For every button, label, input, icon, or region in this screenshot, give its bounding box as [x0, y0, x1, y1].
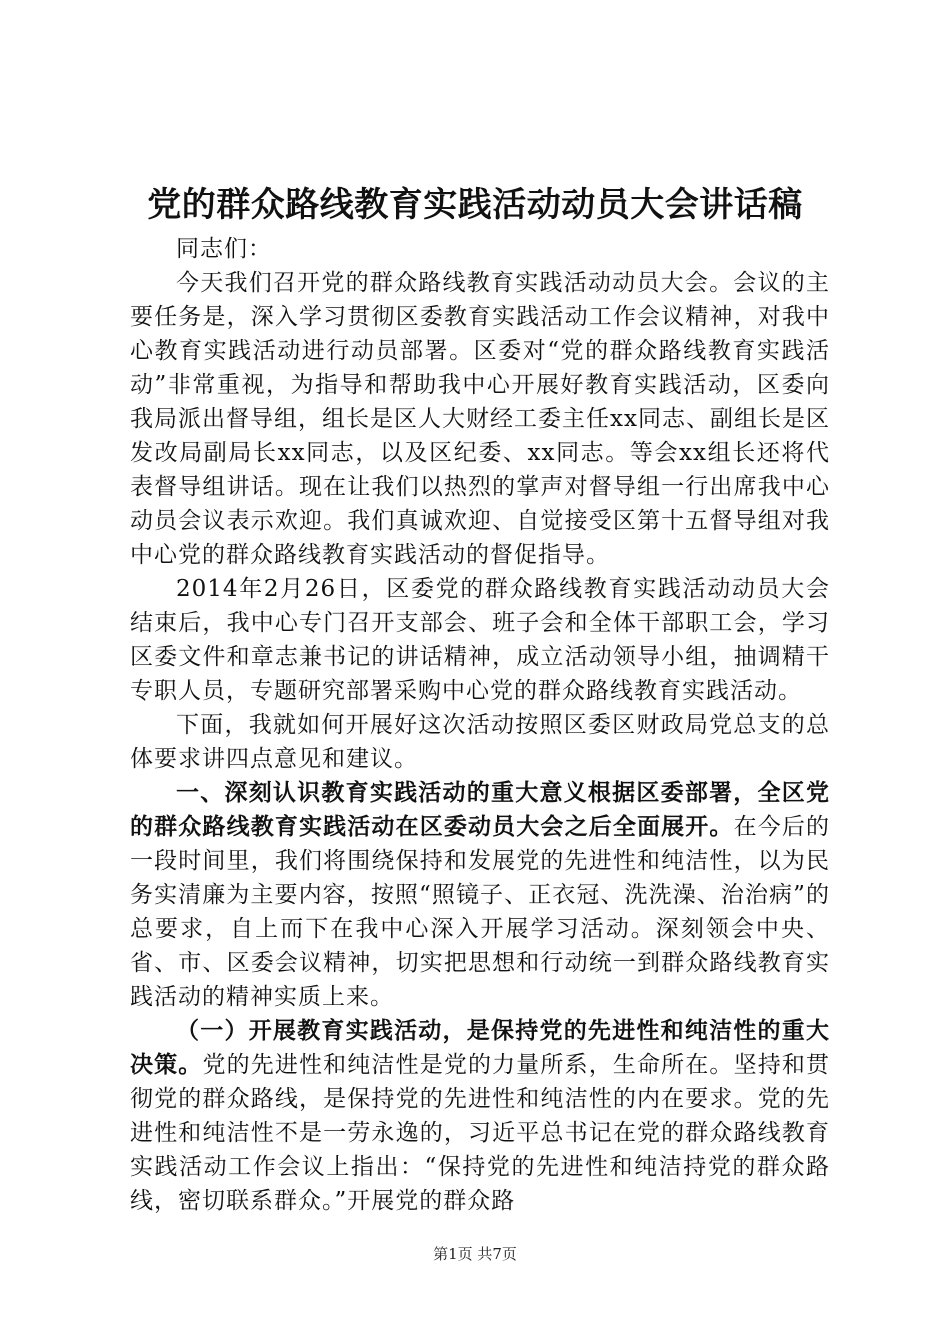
subsection-1-body: 党的先进性和纯洁性是党的力量所系，生命所在。坚持和贯彻党的群众路线，是保持党的先进性和纯洁性的内在要求。党的先进性和纯洁性不是一劳永逸的，习近平总书记在党的群众路线教育实践活动工作会议上指出：“保持党的先进性和纯洁持党的群众路线，密切联系群众。”开展党的群众路 [130, 1052, 831, 1214]
document-body [130, 232, 830, 1218]
paragraph-intro: 今天我们召开党的群众路线教育实践活动动员大会。会议的主要任务是，深入学习贯彻区委教育实践活动工作会议精神，对我中心教育实践活动进行动员部署。区委对“党的群众路线教育实践活动”非常重视，为指导和帮助我中心开展好教育实践活动，区委向我局派出督导组，组长是区人大财经工委主任xx同志、副组长是区发改局副局长xx同志，以及区纪委、xx同志。等会xx组长还将代表督导组讲话。现在让我们以热烈的掌声对督导组一行出席我中心动员会议表示欢迎。我们真诚欢迎、自觉接受区第十五督导组对我中心党的群众路线教育实践活动的督促指导。 [130, 270, 830, 568]
subsection-1 [130, 1014, 830, 1218]
section-1-body: 在今后的一段时间里，我们将围绕保持和发展党的先进性和纯洁性，以为民务实清廉为主要内容，按照“照镜子、正衣冠、洗洗澡、治治病”的总要求，自上而下在我中心深入开展学习活动。深刻领会中央、省、市、区委会议精神，切实把思想和行动统一到群众路线教育实践活动的精神实质上来。 [130, 814, 831, 1010]
section-1 [130, 776, 830, 1014]
subsection-1-heading: （一）开展教育实践活动，是保持党的先进性和纯洁性的重大决策。 [130, 1018, 830, 1078]
salutation: 同志们： [176, 236, 272, 262]
section-1-heading: 一、深刻认识教育实践活动的重大意义根据区委部署，全区党的群众路线教育实践活动在区委动员大会之后全面展开。 [130, 780, 830, 840]
page-footer: 第1页 共7页 [433, 1245, 517, 1263]
paragraph-transition: 下面，我就如何开展好这次活动按照区委区财政局党总支的总体要求讲四点意见和建议。 [130, 712, 830, 772]
paragraph-background: 2014年2月26日，区委党的群众路线教育实践活动动员大会结束后，我中心专门召开支部会、班子会和全体干部职工会，学习区委文件和章志兼书记的讲话精神，成立活动领导小组，抽调精干专职人员，专题研究部署采购中心党的群众路线教育实践活动。 [130, 576, 830, 704]
document-title: 党的群众路线教育实践活动动员大会讲话稿 [147, 185, 803, 225]
